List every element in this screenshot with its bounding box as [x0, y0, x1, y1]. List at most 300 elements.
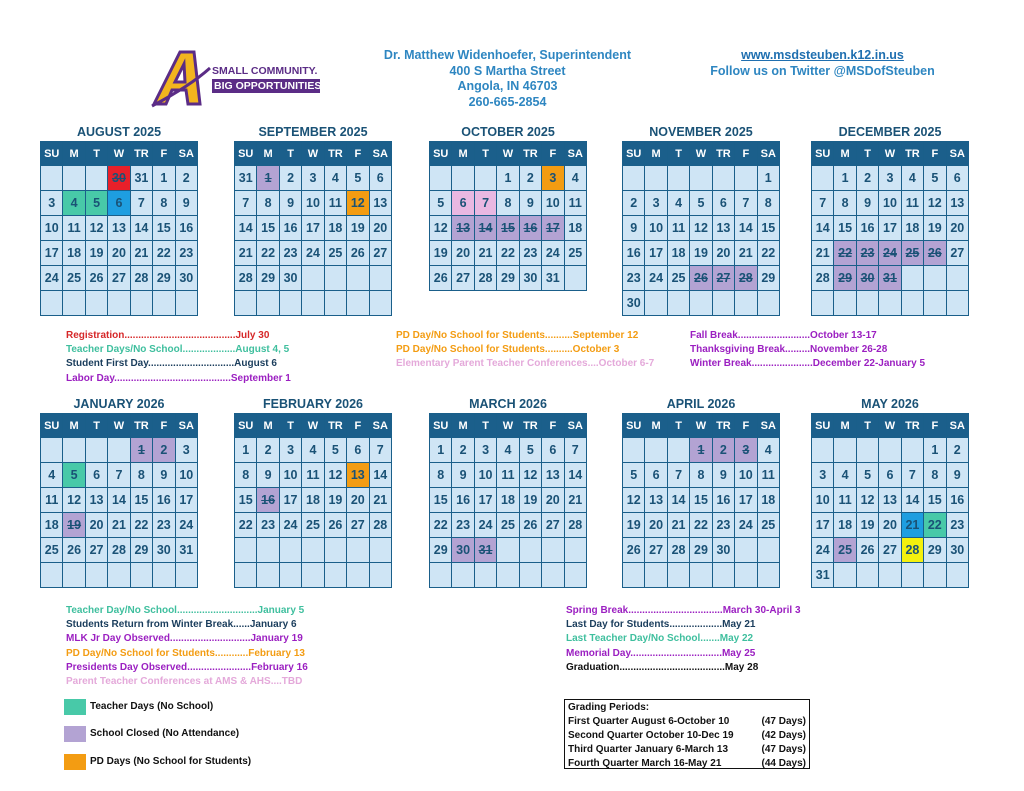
weekday-header: M [257, 142, 279, 166]
month-grid [811, 413, 969, 588]
color-key-label: Teacher Days (No School) [90, 701, 214, 712]
month-title: APRIL 2026 [666, 397, 736, 411]
day-cell: 17 [879, 216, 901, 241]
month-3 [622, 123, 780, 316]
day-cell: 2 [257, 438, 279, 463]
empty-cell [130, 563, 152, 588]
weekday-header: TR [901, 414, 923, 438]
empty-cell [519, 563, 541, 588]
weekday-header: SU [430, 414, 452, 438]
day-cell: 4 [564, 166, 586, 191]
weekday-header: W [690, 414, 712, 438]
day-cell: 9 [946, 463, 968, 488]
day-cell: 23 [279, 241, 301, 266]
empty-cell [901, 266, 923, 291]
month-5 [40, 395, 198, 588]
weekday-header: SA [946, 142, 968, 166]
day-cell: 13 [85, 488, 107, 513]
weekday-header: SU [41, 414, 63, 438]
day-cell: 7 [901, 463, 923, 488]
empty-cell [735, 538, 757, 563]
legend-entry: Spring Break..................................March 30-April 3 [566, 605, 801, 616]
empty-cell [924, 291, 946, 316]
empty-cell [347, 266, 369, 291]
day-cell: 28 [667, 538, 689, 563]
fall-legend-mid [396, 329, 654, 372]
day-cell: 24 [645, 266, 667, 291]
day-cell: 20 [712, 241, 734, 266]
day-cell: 9 [279, 191, 301, 216]
day-cell: 21 [564, 488, 586, 513]
weekday-header: SU [235, 142, 257, 166]
day-cell: 1 [235, 438, 257, 463]
month-7 [429, 395, 587, 588]
empty-cell [623, 563, 645, 588]
day-cell: 12 [519, 463, 541, 488]
weekday-header: T [279, 414, 301, 438]
logo-tagline-1: SMALL COMMUNITY. [212, 64, 320, 78]
day-cell: 8 [690, 463, 712, 488]
day-cell: 31 [474, 538, 496, 563]
empty-cell [85, 291, 107, 316]
day-cell: 27 [712, 266, 734, 291]
grading-row [568, 757, 806, 771]
day-cell: 17 [812, 513, 834, 538]
day-cell: 1 [757, 166, 779, 191]
day-cell: 8 [130, 463, 152, 488]
day-cell: 11 [324, 191, 346, 216]
weekday-header: W [497, 414, 519, 438]
day-cell: 18 [302, 488, 324, 513]
empty-cell [235, 563, 257, 588]
day-cell: 20 [879, 513, 901, 538]
day-cell: 18 [834, 513, 856, 538]
day-cell: 17 [735, 488, 757, 513]
empty-cell [667, 291, 689, 316]
empty-cell [879, 438, 901, 463]
day-cell: 18 [41, 513, 63, 538]
day-cell: 6 [347, 438, 369, 463]
empty-cell [645, 291, 667, 316]
day-cell: 1 [690, 438, 712, 463]
day-cell: 23 [856, 241, 878, 266]
day-cell: 26 [924, 241, 946, 266]
day-cell: 25 [757, 513, 779, 538]
day-cell: 2 [519, 166, 541, 191]
empty-cell [946, 563, 968, 588]
day-cell: 26 [430, 266, 452, 291]
day-cell: 3 [41, 191, 63, 216]
day-cell: 16 [519, 216, 541, 241]
day-cell: 20 [85, 513, 107, 538]
color-swatch [64, 754, 86, 770]
month-grid [234, 141, 392, 316]
day-cell: 25 [901, 241, 923, 266]
empty-cell [257, 291, 279, 316]
day-cell: 1 [430, 438, 452, 463]
empty-cell [497, 563, 519, 588]
day-cell: 23 [257, 513, 279, 538]
weekday-header: TR [130, 414, 152, 438]
weekday-header: SU [235, 414, 257, 438]
weekday-header: SA [369, 414, 391, 438]
empty-cell [85, 438, 107, 463]
day-cell: 15 [257, 216, 279, 241]
day-cell: 3 [279, 438, 301, 463]
empty-cell [812, 438, 834, 463]
day-cell: 14 [735, 216, 757, 241]
day-cell: 18 [324, 216, 346, 241]
grading-row [568, 715, 806, 729]
day-cell: 20 [645, 513, 667, 538]
empty-cell [924, 266, 946, 291]
day-cell: 23 [175, 241, 197, 266]
legend-entry: Presidents Day Observed.......................February 16 [66, 661, 308, 673]
day-cell: 30 [108, 166, 130, 191]
day-cell: 13 [452, 216, 474, 241]
month-grid [622, 141, 780, 316]
day-cell: 28 [130, 266, 152, 291]
day-cell: 8 [153, 191, 175, 216]
empty-cell [901, 563, 923, 588]
day-cell: 11 [41, 488, 63, 513]
day-cell: 25 [564, 241, 586, 266]
day-cell: 22 [690, 513, 712, 538]
day-cell: 15 [834, 216, 856, 241]
day-cell: 22 [924, 513, 946, 538]
day-cell: 20 [369, 216, 391, 241]
day-cell: 13 [645, 488, 667, 513]
day-cell: 28 [812, 266, 834, 291]
logo-tagline-2: BIG OPPORTUNITIES. [214, 80, 325, 92]
day-cell: 24 [879, 241, 901, 266]
day-cell: 19 [324, 488, 346, 513]
day-cell: 30 [946, 538, 968, 563]
day-cell: 22 [130, 513, 152, 538]
month-title: MAY 2026 [861, 397, 919, 411]
day-cell: 5 [430, 191, 452, 216]
day-cell: 14 [108, 488, 130, 513]
legend-entry: Fall Break..........................October 13-17 [690, 330, 877, 341]
empty-cell [667, 438, 689, 463]
day-cell: 16 [856, 216, 878, 241]
day-cell: 3 [879, 166, 901, 191]
day-cell: 21 [474, 241, 496, 266]
empty-cell [279, 291, 301, 316]
day-cell: 28 [901, 538, 923, 563]
day-cell: 4 [324, 166, 346, 191]
empty-cell [41, 438, 63, 463]
empty-cell [735, 563, 757, 588]
empty-cell [279, 538, 301, 563]
day-cell: 3 [302, 166, 324, 191]
empty-cell [302, 266, 324, 291]
day-cell: 15 [690, 488, 712, 513]
empty-cell [302, 291, 324, 316]
grading-days: (47 Days) [761, 744, 806, 755]
weekday-header: TR [519, 414, 541, 438]
empty-cell [946, 266, 968, 291]
day-cell: 30 [519, 266, 541, 291]
month-grid [429, 413, 587, 588]
day-cell: 12 [690, 216, 712, 241]
weekday-header: TR [324, 414, 346, 438]
day-cell: 27 [542, 513, 564, 538]
weekday-header: M [452, 142, 474, 166]
day-cell: 20 [542, 488, 564, 513]
month-title: NOVEMBER 2025 [649, 125, 753, 139]
grading-days: (47 Days) [761, 716, 806, 727]
empty-cell [41, 166, 63, 191]
empty-cell [542, 538, 564, 563]
day-cell: 10 [879, 191, 901, 216]
day-cell: 9 [257, 463, 279, 488]
day-cell: 28 [369, 513, 391, 538]
empty-cell [735, 166, 757, 191]
weekday-header: M [834, 414, 856, 438]
empty-cell [856, 563, 878, 588]
empty-cell [812, 291, 834, 316]
day-cell: 2 [175, 166, 197, 191]
day-cell: 5 [924, 166, 946, 191]
day-cell: 19 [856, 513, 878, 538]
month-title: MARCH 2026 [469, 397, 547, 411]
day-cell: 16 [712, 488, 734, 513]
day-cell: 12 [85, 216, 107, 241]
empty-cell [474, 166, 496, 191]
empty-cell [623, 166, 645, 191]
day-cell: 25 [497, 513, 519, 538]
day-cell: 24 [279, 513, 301, 538]
weekday-header: W [108, 142, 130, 166]
day-cell: 24 [542, 241, 564, 266]
weekday-header: SA [564, 142, 586, 166]
weekday-header: TR [519, 142, 541, 166]
day-cell: 30 [623, 291, 645, 316]
empty-cell [108, 291, 130, 316]
grading-label: Fourth Quarter March 16-May 21 [568, 758, 722, 769]
empty-cell [856, 438, 878, 463]
day-cell: 31 [812, 563, 834, 588]
day-cell: 21 [812, 241, 834, 266]
weekday-header: F [735, 414, 757, 438]
day-cell: 6 [369, 166, 391, 191]
color-swatch [64, 699, 86, 715]
day-cell: 22 [757, 241, 779, 266]
weekday-header: F [542, 142, 564, 166]
street-address: 400 S Martha Street [449, 63, 566, 78]
empty-cell [324, 291, 346, 316]
day-cell: 9 [712, 463, 734, 488]
legend-entry: Memorial Day.................................May 25 [566, 647, 756, 659]
weekday-header: W [690, 142, 712, 166]
weekday-header: W [108, 414, 130, 438]
weekday-header: M [257, 414, 279, 438]
empty-cell [63, 438, 85, 463]
empty-cell [63, 563, 85, 588]
day-cell: 4 [41, 463, 63, 488]
district-logo [150, 46, 325, 110]
day-cell: 25 [667, 266, 689, 291]
empty-cell [324, 538, 346, 563]
day-cell: 21 [108, 513, 130, 538]
empty-cell [667, 166, 689, 191]
weekday-header: TR [712, 414, 734, 438]
month-4 [811, 123, 969, 316]
empty-cell [175, 291, 197, 316]
day-cell: 31 [542, 266, 564, 291]
day-cell: 27 [452, 266, 474, 291]
website-link[interactable]: www.msdsteuben.k12.in.us [741, 48, 904, 62]
month-9 [811, 395, 969, 588]
day-cell: 4 [63, 191, 85, 216]
empty-cell [369, 291, 391, 316]
day-cell: 24 [41, 266, 63, 291]
grading-title: Grading Periods: [568, 702, 650, 713]
day-cell: 12 [924, 191, 946, 216]
empty-cell [235, 538, 257, 563]
day-cell: 21 [667, 513, 689, 538]
weekday-header: T [474, 414, 496, 438]
day-cell: 27 [879, 538, 901, 563]
empty-cell [735, 291, 757, 316]
spring-legend-left [66, 604, 308, 689]
weekday-header: W [302, 414, 324, 438]
day-cell: 27 [946, 241, 968, 266]
empty-cell [85, 563, 107, 588]
day-cell: 9 [623, 216, 645, 241]
day-cell: 3 [735, 438, 757, 463]
day-cell: 30 [856, 266, 878, 291]
empty-cell [153, 563, 175, 588]
day-cell: 24 [812, 538, 834, 563]
day-cell: 15 [757, 216, 779, 241]
empty-cell [690, 563, 712, 588]
day-cell: 13 [712, 216, 734, 241]
legend-entry: Parent Teacher Conferences at AMS & AHS....TBD [66, 675, 303, 687]
empty-cell [63, 291, 85, 316]
month-title: AUGUST 2025 [76, 125, 162, 139]
day-cell: 4 [901, 166, 923, 191]
day-cell: 22 [497, 241, 519, 266]
month-8 [622, 395, 780, 588]
spring-legend-right [566, 604, 801, 675]
color-key-label: PD Days (No School for Students) [90, 756, 252, 767]
empty-cell [235, 291, 257, 316]
day-cell: 31 [130, 166, 152, 191]
empty-cell [757, 563, 779, 588]
day-cell: 2 [279, 166, 301, 191]
empty-cell [279, 563, 301, 588]
day-cell: 25 [63, 266, 85, 291]
day-cell: 14 [901, 488, 923, 513]
legend-entry: PD Day/No School for Students............February 13 [66, 647, 305, 659]
day-cell: 21 [369, 488, 391, 513]
day-cell: 15 [497, 216, 519, 241]
legend-entry: Teacher Days/No School...................August 4, 5 [66, 344, 290, 356]
legend-entry: Last Day for Students...................May 21 [566, 619, 756, 631]
day-cell: 4 [757, 438, 779, 463]
day-cell: 8 [257, 191, 279, 216]
day-cell: 23 [623, 266, 645, 291]
weekday-header: SA [175, 142, 197, 166]
empty-cell [645, 563, 667, 588]
empty-cell [712, 563, 734, 588]
weekday-header: M [452, 414, 474, 438]
day-cell: 4 [834, 463, 856, 488]
day-cell: 8 [757, 191, 779, 216]
legend-entry: MLK Jr Day Observed.............................January 19 [66, 633, 303, 645]
city-address: Angola, IN 46703 [457, 79, 558, 93]
day-cell: 3 [542, 166, 564, 191]
day-cell: 12 [856, 488, 878, 513]
day-cell: 20 [108, 241, 130, 266]
empty-cell [645, 166, 667, 191]
day-cell: 25 [834, 538, 856, 563]
day-cell: 25 [41, 538, 63, 563]
empty-cell [946, 291, 968, 316]
day-cell: 19 [690, 241, 712, 266]
grading-label: Third Quarter January 6-March 13 [568, 744, 729, 755]
day-cell: 22 [235, 513, 257, 538]
day-cell: 11 [63, 216, 85, 241]
legend-entry: Winter Break......................December 22-January 5 [690, 358, 926, 370]
phone-number: 260-665-2854 [468, 94, 547, 109]
month-2 [429, 123, 587, 291]
day-cell: 17 [302, 216, 324, 241]
empty-cell [812, 166, 834, 191]
day-cell: 19 [519, 488, 541, 513]
empty-cell [757, 291, 779, 316]
day-cell: 9 [175, 191, 197, 216]
day-cell: 24 [735, 513, 757, 538]
weekday-header: T [85, 414, 107, 438]
empty-cell [347, 563, 369, 588]
day-cell: 23 [712, 513, 734, 538]
day-cell: 5 [856, 463, 878, 488]
month-grid [811, 141, 969, 316]
weekday-header: SU [430, 142, 452, 166]
day-cell: 26 [690, 266, 712, 291]
weekday-header: T [667, 142, 689, 166]
weekday-header: W [879, 142, 901, 166]
weekday-header: T [856, 414, 878, 438]
day-cell: 4 [667, 191, 689, 216]
color-key-label: School Closed (No Attendance) [90, 728, 240, 739]
day-cell: 22 [834, 241, 856, 266]
day-cell: 2 [153, 438, 175, 463]
day-cell: 6 [946, 166, 968, 191]
district-web [700, 48, 945, 79]
day-cell: 26 [324, 513, 346, 538]
day-cell: 29 [430, 538, 452, 563]
weekday-header: TR [901, 142, 923, 166]
weekday-header: T [856, 142, 878, 166]
day-cell: 21 [735, 241, 757, 266]
legend-entry: Registration........................................July 30 [66, 330, 270, 341]
weekday-header: F [153, 414, 175, 438]
weekday-header: T [474, 142, 496, 166]
empty-cell [41, 291, 63, 316]
day-cell: 6 [712, 191, 734, 216]
day-cell: 16 [946, 488, 968, 513]
day-cell: 14 [235, 216, 257, 241]
empty-cell [667, 563, 689, 588]
empty-cell [430, 563, 452, 588]
day-cell: 17 [41, 241, 63, 266]
day-cell: 2 [946, 438, 968, 463]
day-cell: 24 [474, 513, 496, 538]
